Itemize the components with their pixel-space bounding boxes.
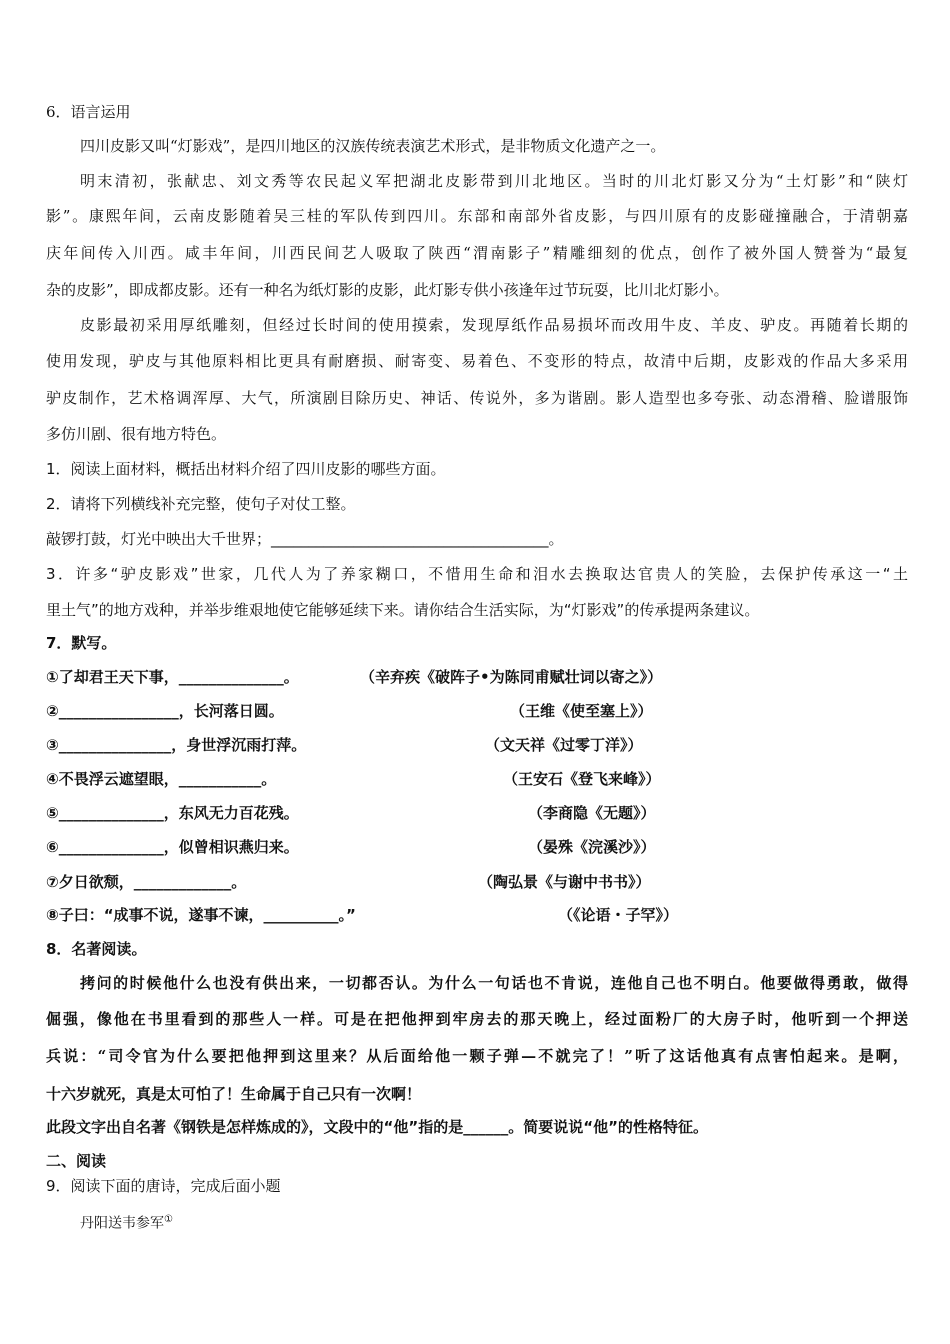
q7-item: ③_______________，身世浮沉雨打萍。 (46, 736, 307, 754)
q6-paragraph-2-line: 影”。康熙年间，云南皮影随着吴三桂的军队传到四川。东部和南部外省皮影，与四川原有的皮影碰撞融合，于清朝嘉 (46, 207, 908, 225)
q6-paragraph-1: 四川皮影又叫“灯影戏”，是四川地区的汉族传统表演艺术形式，是非物质文化遗产之一。 (80, 137, 666, 155)
q6-paragraph-3-line: 驴皮制作，艺术格调浑厚、大气，所演剧目除历史、神话、传说外，多为谐剧。影人造型也多夸张、动态滑稽、脸谱服饰 (46, 389, 908, 407)
q7-item: ④不畏浮云遮望眼，___________。 (46, 770, 277, 788)
q6-paragraph-3-line: 多仿川剧、很有地方特色。 (46, 425, 227, 443)
section-2-heading: 二、阅读 (46, 1152, 107, 1170)
q6-paragraph-2-line: 明末清初，张献忠、刘文秀等农民起义军把湖北皮影带到川北地区。当时的川北灯影又分为“土灯影”和“陕灯 (80, 172, 908, 190)
q7-item: ②________________，长河落日圆。 (46, 702, 284, 720)
q6-paragraph-2-line: 杂的皮影”，即成都皮影。还有一种名为纸灯影的皮影，此灯影专供小孩逢年过节玩耍，比川北灯影小。 (46, 281, 729, 299)
q8-passage-line: 兵说：“司令官为什么要把他押到这里来？从后面给他一颗子弹—不就完了！”听了这话他真有点害怕起来。是啊， (46, 1047, 908, 1065)
q7-item-source: （李商隐《无题》） (528, 804, 656, 822)
q7-item-source: （《论语・子罕》） (558, 906, 679, 924)
q8-passage-line: 倔强，像他在书里看到的那些人一样。可是在把他押到牢房去的那天晚上，经过面粉厂的大房子时，他听到一个押送 (46, 1010, 908, 1028)
q6-subquestion-3-line: 3．许多“驴皮影戏”世家，几代人为了养家糊口，不惜用生命和泪水去换取达官贵人的笑脸，去保护传承这一“土 (46, 565, 908, 583)
q8-heading: 8．名著阅读。 (46, 940, 147, 958)
q7-item-source: （王维《使至塞上》） (510, 702, 653, 720)
q8-question: 此段文字出自名著《钢铁是怎样炼成的》，文段中的“他”指的是______。简要说说“他”的性格特征。 (46, 1118, 708, 1136)
q6-subquestion-2-blank: 敲锣打鼓，灯光中映出大千世界；_____________________________________。 (46, 530, 564, 548)
q6-paragraph-3-line: 使用发现，驴皮与其他原料相比更具有耐磨损、耐寄变、易着色、不变形的特点，故清中后期，皮影戏的作品大多采用 (46, 352, 908, 370)
q6-subquestion-1: 1．阅读上面材料，概括出材料介绍了四川皮影的哪些方面。 (46, 460, 446, 478)
q7-item: ⑤______________，东风无力百花残。 (46, 804, 299, 822)
q7-item-source: （王安石《登飞来峰》） (503, 770, 661, 788)
q6-subquestion-2: 2．请将下列横线补充完整，使句子对仗工整。 (46, 495, 356, 513)
q8-passage-line: 拷问的时候他什么也没有供出来，一切都否认。为什么一句话也不肯说，连他自己也不明白。他要做得勇敢，做得 (80, 974, 908, 992)
q7-heading: 7．默写。 (46, 634, 117, 652)
q7-item-source: （陶弘景《与谢中书书》） (478, 873, 651, 891)
q6-heading: 6．语言运用 (46, 103, 131, 121)
q7-item: ⑧子曰：“成事不说，遂事不谏，__________。” (46, 906, 356, 924)
q7-item: ⑥______________，似曾相识燕归来。 (46, 838, 299, 856)
poem-title-text: 丹阳送韦参军 (80, 1215, 164, 1232)
q6-subquestion-3-line: 里土气”的地方戏种，并举步维艰地使它能够延续下来。请你结合生活实际，为“灯影戏”的传承提两条建议。 (46, 601, 760, 619)
q7-item: ①了却君王天下事，______________。 (46, 668, 299, 686)
q7-item-source: （辛弃疾《破阵子•为陈同甫赋壮词以寄之》） (360, 668, 663, 686)
footnote-mark: ① (164, 1214, 173, 1225)
poem-title (80, 1210, 908, 1234)
q9-prompt: 9．阅读下面的唐诗，完成后面小题 (46, 1177, 281, 1195)
q7-item: ⑦夕日欲颓，_____________。 (46, 873, 247, 891)
q8-passage-line: 十六岁就死，真是太可怕了！生命属于自己只有一次啊！ (46, 1085, 422, 1103)
q6-paragraph-3-line: 皮影最初采用厚纸雕刻，但经过长时间的使用摸索，发现厚纸作品易损坏而改用牛皮、羊皮、驴皮。再随着长期的 (80, 316, 908, 334)
q7-item-source: （文天祥《过零丁洋》） (485, 736, 643, 754)
q7-item-source: （晏殊《浣溪沙》） (528, 838, 656, 856)
q6-paragraph-2-line: 庆年间传入川西。咸丰年间，川西民间艺人吸取了陕西“渭南影子”精雕细刻的优点，创作了被外国人赞誉为“最复 (46, 244, 908, 262)
